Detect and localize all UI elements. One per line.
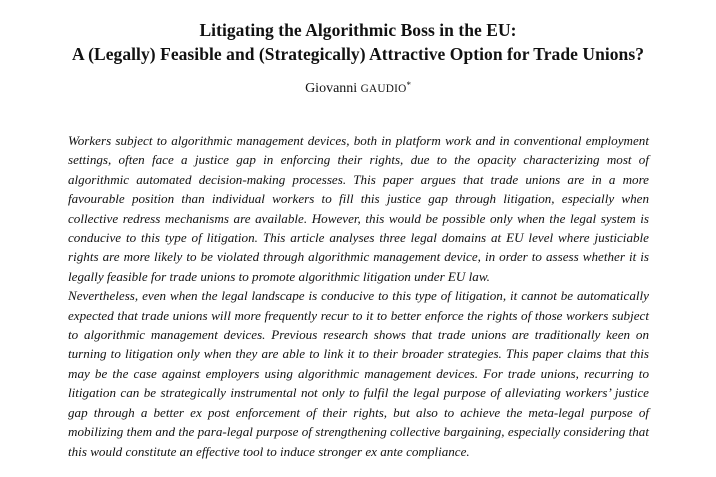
title-line-2: A (Legally) Feasible and (Strategically) Attractive Option for Trade Unions?: [71, 44, 645, 64]
abstract-paragraph-2: Nevertheless, even when the legal landscape is conducive to this type of litigation, it cannot be automatically expected that trade unions will more frequently recur to it to better enforce the rights of those workers subject to algorithmic management devices. Previous research shows that trade unions are traditionally keen on turning to litigation only when they are able to link it to their broader strategies. This paper claims that this may be the case against employers using algorithmic management devices. For trade unions, recurring to litigation can be strategically instrumental not only to fulfil the legal purpose of alleviating workers’ justice gap through a better ex post enforcement of their rights, but also to achieve the meta-legal purpose of mobilizing them and the para-legal purpose of strengthening collective bargaining, especially considering that this would constitute an effective tool to induce stronger ex ante compliance.: [68, 288, 649, 459]
author-line: [0, 80, 716, 98]
author-given-name: Giovanni: [305, 81, 358, 96]
abstract-paragraph-1: Workers subject to algorithmic management devices, both in platform work and in conventional employment settings, often face a justice gap in enforcing their rights, due to the opacity characterizing most of algorithmic automated decision-making processes. This paper argues that trade unions are in a more favourable position than individual workers to fill this justice gap through litigation, especially when collective redress mechanisms are available. However, this would be possible only when the legal system is conducive to this type of litigation. This article analyses three legal domains at EU level where justiciable rights are more likely to be violated through algorithmic management device, in order to assess whether it is legally feasible for trade unions to promote algorithmic litigation under EU law.: [68, 133, 649, 284]
abstract: [68, 131, 649, 461]
author-footnote-marker: *: [406, 80, 411, 90]
author-surname: GAUDIO: [360, 83, 407, 95]
paper-title: [0, 18, 716, 66]
title-line-1: Litigating the Algorithmic Boss in the EU:: [199, 20, 517, 40]
